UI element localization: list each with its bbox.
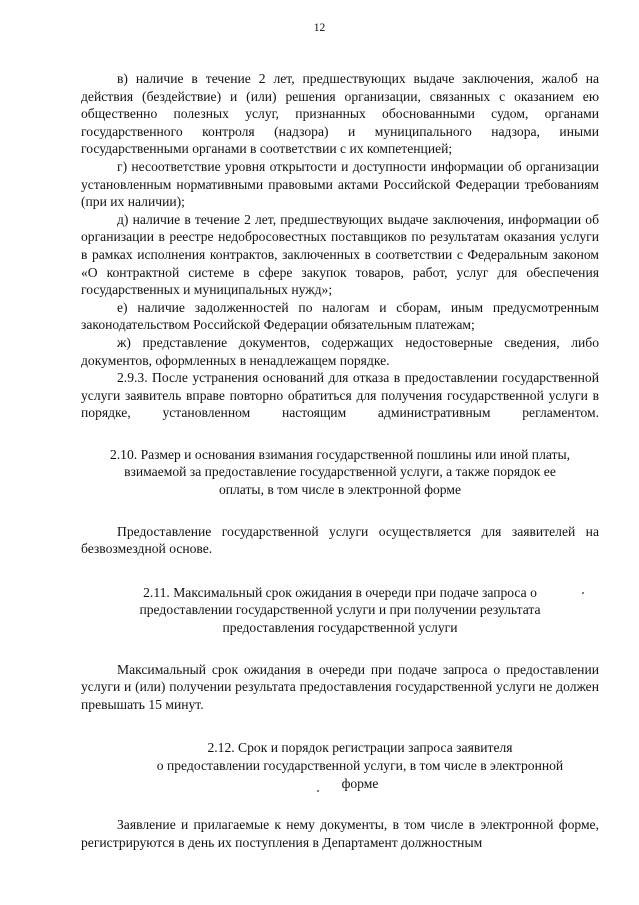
heading-line: 2.11. Максимальный срок ожидания в очереди при подаче запроса о [143, 584, 537, 600]
section-body-2-10: Предоставление государственной услуги осуществляется для заявителей на безвозмездной основе. [81, 523, 599, 557]
paragraph-2-9-3: 2.9.3. После устранения оснований для отказа в предоставлении государственной услуги заявитель вправе повторно обратиться для получения государственной услуги в порядке, установленном настоящим административным регламентом. [81, 370, 599, 421]
section-body-2-12: Заявление и прилагаемые к нему документы, в том числе в электронной форме, регистрируются в день их поступления в Департамент должностным [81, 817, 599, 850]
paragraph-zh: ж) представление документов, содержащих недостоверные сведения, либо документов, оформленных в ненадлежащем порядке. [81, 334, 599, 368]
scan-speck [317, 790, 319, 792]
heading-line: 2.10. Размер и основания взимания государственной пошлины или иной платы, [109, 446, 571, 462]
heading-line: оплаты, в том числе в электронной форме [218, 482, 462, 498]
heading-line: о предоставлении государственной услуги, в том числе в электронной [156, 758, 564, 773]
scan-speck [582, 592, 584, 594]
paragraph-e: е) наличие задолженностей по налогам и сборам, иным предусмотренным законодательством Российской Федерации обязательным платежам; [81, 299, 599, 333]
section-heading-2-10 [79, 446, 601, 499]
section-heading-2-12 [81, 739, 599, 792]
section-heading-2-11 [81, 584, 599, 637]
document-body [81, 70, 599, 851]
section-body-2-11: Максимальный срок ожидания в очереди при подаче запроса о предоставлении услуги и (или) получении результата предоставления государственной услуги не должен превышать 15 минут. [81, 661, 599, 712]
paragraph-d: д) наличие в течение 2 лет, предшествующих выдаче заключения, информации об организации в реестре недобросовестных поставщиков по результатам оказания услуги в рамках исполнения контрактов, заключенных в соответствии с Федеральным законом «О контрактной системе в сфере закупок товаров, работ, услуг для обеспечения государственных и муниципальных нужд»; [81, 211, 599, 298]
heading-line: 2.12. Срок и порядок регистрации запроса заявителя [207, 740, 513, 756]
heading-line: предоставлении государственной услуги и при получении результата [139, 602, 541, 618]
heading-line: предоставления государственной услуги [222, 620, 458, 636]
paragraph-v: в) наличие в течение 2 лет, предшествующих выдаче заключения, жалоб на действия (бездействие) и (или) решения организации, связанных с оказанием ею общественно полезных услуг, признанных обоснованными судом, органами государственного контроля (надзора) и муниципального надзора, иными государственными органами в соответствии с их компетенцией; [81, 71, 599, 157]
heading-line: взимаемой за предоставление государственной услуги, а также порядок ее [124, 464, 556, 480]
paragraph-g: г) несоответствие уровня открытости и доступности информации об организации установленным нормативными правовыми актами Российской Федерации требованиям (при их наличии); [81, 158, 599, 210]
page-number: 12 [313, 22, 326, 34]
heading-line: форме [341, 775, 379, 791]
